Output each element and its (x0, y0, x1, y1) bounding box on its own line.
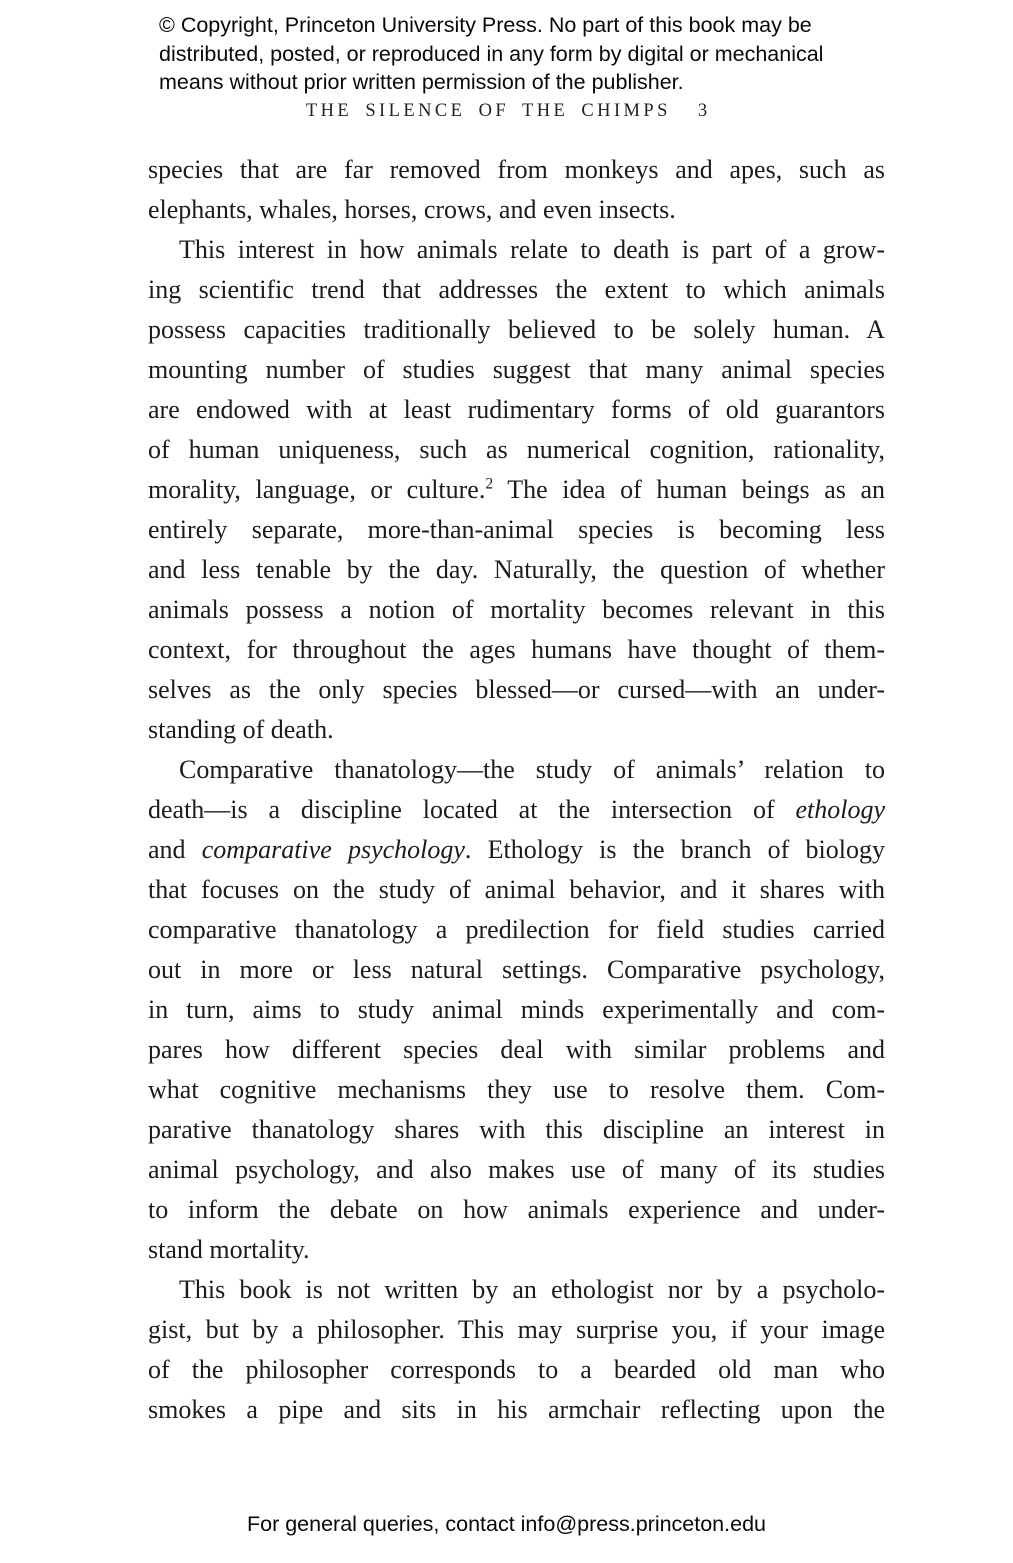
text-line: entirely separate, more-than-animal species is becoming less (148, 515, 885, 544)
text-line: what cognitive mechanisms they use to resolve them. Com- (148, 1075, 885, 1104)
text-line: possess capacities traditionally believed to be solely human. A (148, 315, 885, 344)
text-line: standing of death. (148, 715, 334, 744)
footnote-reference: 2 (485, 475, 494, 493)
text-line: parative thanatology shares with this discipline an interest in (148, 1115, 885, 1144)
copyright-line: © Copyright, Princeton University Press. No part of this book may be (159, 13, 812, 37)
paragraph (148, 750, 885, 1270)
footer-note: For general queries, contact info@press.princeton.edu (246, 1512, 766, 1536)
text-line: and less tenable by the day. Naturally, the question of whether (148, 555, 885, 584)
text-line: species that are far removed from monkeys and apes, such as (148, 155, 885, 184)
text-line: to inform the debate on how animals experience and under- (148, 1195, 885, 1224)
text-line: animals possess a notion of mortality becomes relevant in this (148, 595, 885, 624)
text-line: of the philosopher corresponds to a bearded old man who (148, 1355, 885, 1384)
text-line: This interest in how animals relate to death is part of a grow- (179, 235, 885, 264)
copyright-notice (159, 11, 823, 97)
text-line: pares how different species deal with similar problems and (148, 1035, 885, 1064)
text-line: in turn, aims to study animal minds experimentally and com- (148, 995, 885, 1024)
text-line: ing scientific trend that addresses the extent to which animals (148, 275, 885, 304)
text-line: death—is a discipline located at the intersection of ethology (148, 795, 885, 824)
text-line: that focuses on the study of animal behavior, and it shares with (148, 875, 885, 904)
text-line: comparative thanatology a predilection for field studies carried (148, 915, 885, 944)
text-line: Comparative thanatology—the study of animals’ relation to (179, 755, 885, 784)
text-line: This book is not written by an ethologist nor by a psycholo- (179, 1275, 885, 1304)
text-line: mounting number of studies suggest that many animal species (148, 355, 885, 384)
copyright-line: distributed, posted, or reproduced in any form by digital or mechanical (159, 41, 824, 66)
running-head (0, 101, 1013, 122)
body-text (148, 150, 885, 1430)
text-line: are endowed with at least rudimentary forms of old guarantors (148, 395, 885, 424)
text-line: of human uniqueness, such as numerical cognition, rationality, (148, 435, 885, 464)
text-line: selves as the only species blessed—or cursed—with an under- (148, 675, 885, 704)
text-line: elephants, whales, horses, crows, and even insects. (148, 195, 676, 224)
text-line: gist, but by a philosopher. This may surprise you, if your image (148, 1315, 885, 1344)
text-line: smokes a pipe and sits in his armchair reflecting upon the (148, 1395, 885, 1424)
text-line: context, for throughout the ages humans have thought of them- (148, 635, 885, 664)
text-line: out in more or less natural settings. Comparative psychology, (148, 955, 885, 984)
paragraph (148, 1270, 885, 1430)
paragraph (148, 150, 885, 230)
text-line: and comparative psychology. Ethology is the branch of biology (148, 835, 885, 864)
running-head-title: THE SILENCE OF THE CHIMPS (305, 101, 671, 121)
text-line: morality, language, or culture.$^2$ The idea of human beings as an (148, 475, 886, 504)
page-footer (0, 1512, 1013, 1537)
paragraph (148, 230, 885, 750)
text-line: stand mortality. (148, 1235, 310, 1264)
page-number: 3 (697, 101, 708, 121)
copyright-line: means without prior written permission of the publisher. (159, 70, 684, 94)
text-line: animal psychology, and also makes use of many of its studies (148, 1155, 885, 1184)
